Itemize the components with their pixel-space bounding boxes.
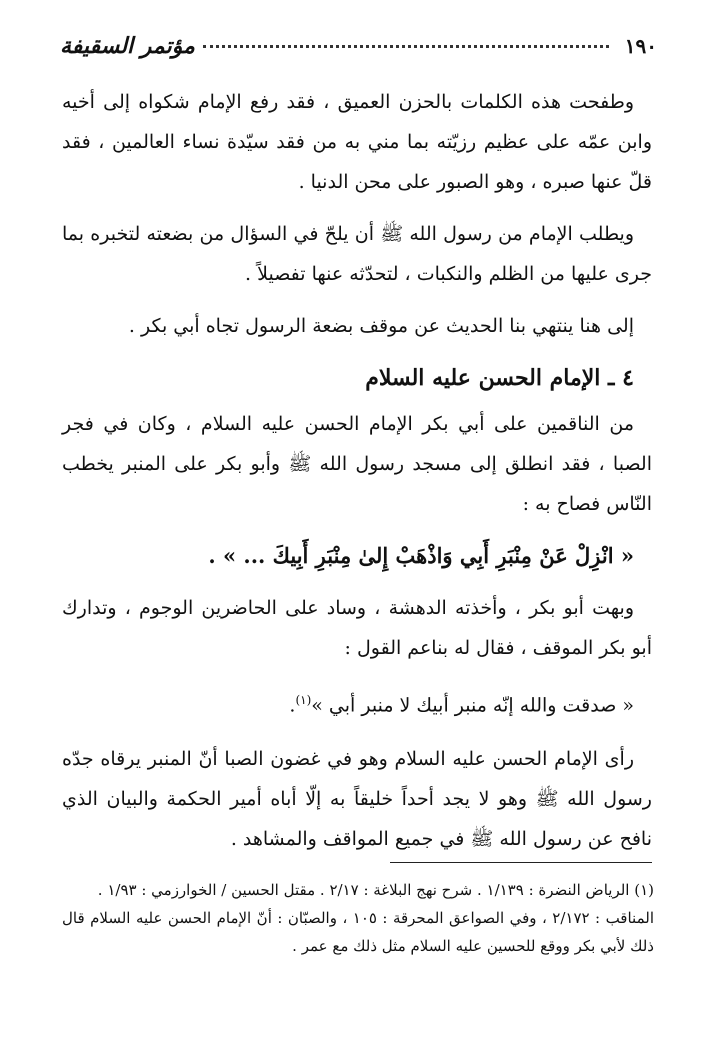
quote-abu-bakr-text: « صدقت والله إنّه منبر أبيك لا منبر أبي » [311,694,634,717]
footnote-1-line-2: المناقب : ٢/١٧٢ ، وفي الصواعق المحرقة : ١٠٥ ، والصبّان : أنّ الإمام الحسن عليه السلام قال ذلك لأبي بكر ووقع للحسين عليه السلام مثل ذلك مع عمر . [62,909,654,955]
paragraph-6: رأى الإمام الحسن عليه السلام وهو في غضون الصبا أنّ المنبر يرقاه جدّه رسول الله ﷺ وهو لا يجد أحداً خليقاً به إلّا أباه أمير الحكمة والبيان الذي نافح عن رسول الله ﷺ في جميع المواقف والمشاهد . [62,748,652,851]
quote-hassan: « انْزِلْ عَنْ مِنْبَرِ أَبِي وَاذْهَبْ إِلىٰ مِنْبَرِ أَبِيكَ ... » . [208,543,634,568]
quote-abu-bakr [62,680,652,725]
page-header [60,28,657,64]
footnote-1-line-1: (١) الرياض النضرة : ١/١٣٩ . شرح نهج البلاغة : ٢/١٧ . مقتل الحسين / الخوارزمي : ١/٩٣ . [97,881,654,899]
paragraph-2: ويطلب الإمام من رسول الله ﷺ أن يلحّ في السؤال من بضعته لتخبره بما جرى عليها من الظلم والنكبات ، لتحدّثه عنها تفصيلاً . [62,223,652,285]
running-title: مؤتمر السقيفة [60,33,195,59]
footnote-ref-1: (١) [295,693,312,707]
page-number: ١٩٠ [624,34,657,58]
quote-abu-bakr-end: . [289,694,296,717]
paragraph-5: وبهت أبو بكر ، وأخذته الدهشة ، وساد على الحاضرين الوجوم ، وتدارك أبو بكر الموقف ، فقال له بناعم القول : [62,597,652,659]
paragraph-3: إلى هنا ينتهي بنا الحديث عن موقف بضعة الرسول تجاه أبي بكر . [128,315,634,337]
footnotes [62,876,654,960]
paragraph-4: من الناقمين على أبي بكر الإمام الحسن عليه السلام ، وكان في فجر الصبا ، فقد انطلق إلى مسجد رسول الله ﷺ وأبو بكر على المنبر يخطب النّاس فصاح به : [62,413,652,515]
header-dotted-leader [203,45,609,48]
section-heading: ٤ ـ الإمام الحسن عليه السلام [365,365,634,391]
main-text [62,82,652,871]
footnote-separator [390,862,652,863]
paragraph-1: وطفحت هذه الكلمات بالحزن العميق ، فقد رفع الإمام شكواه إلى أخيه وابن عمّه على عظيم رزيّته بما مني به من فقد سيّدة نساء العالمين ، فقد قلّ عنها صبره ، وهو الصبور على محن الدنيا . [62,91,653,193]
